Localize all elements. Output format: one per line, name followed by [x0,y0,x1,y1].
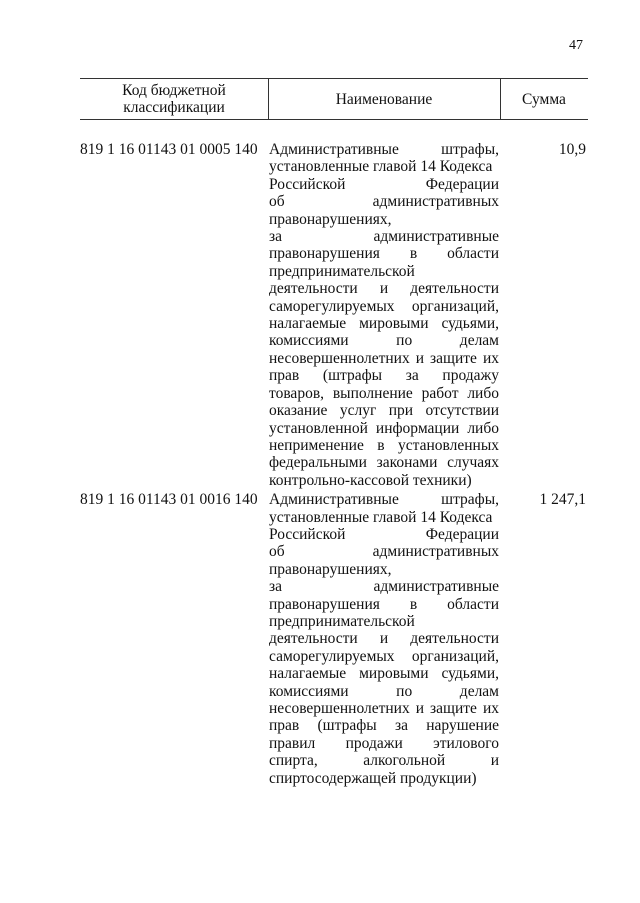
name-line: товаров, выполнение работ либо [269,384,499,402]
page-number: 47 [569,38,583,53]
name-line: предпринимательской [269,262,415,280]
name-line: установленные главой 14 Кодекса [269,158,493,176]
name-line: деятельности и деятельности [269,630,499,648]
name-line: установленной информации либо [269,419,499,437]
name-line: комиссиями по делам [269,682,499,700]
name-line: об административных [269,543,499,561]
name-line: правонарушения в области [269,595,499,613]
name-line: Российской Федерации [269,175,499,193]
name-line: Административные штрафы, [269,141,499,158]
name-line: об административных [269,193,499,211]
table-header [80,78,588,120]
name-line: налагаемые мировыми судьями, [269,665,499,683]
row-sum: 10,9 [558,141,586,158]
name-line: прав (штрафы за нарушение [269,717,499,735]
name-line: предпринимательской [269,612,415,630]
name-line: оказание услуг при отсутствии [269,402,499,420]
name-line: саморегулируемых организаций, [269,297,499,315]
header-sum: Сумма [522,90,566,108]
name-line: правонарушениях, [269,210,392,228]
name-line: за административные [269,228,499,246]
name-line: налагаемые мировыми судьями, [269,315,499,333]
name-line: федеральными законами случаях [269,454,499,472]
row-code: 819 1 16 01143 01 0005 140 [80,141,258,158]
name-line: правонарушениях, [269,560,392,578]
name-line: правил продажи этилового [269,734,499,752]
name-line: спиртосодержащей продукции) [269,769,477,787]
header-code: Код бюджетной классификации [122,82,226,116]
name-line: Российской Федерации [269,525,499,543]
name-line: Административные штрафы, [269,491,499,509]
name-line: спирта, алкогольной и [269,752,499,770]
name-line: установленные главой 14 Кодекса [269,508,493,526]
row-code: 819 1 16 01143 01 0016 140 [80,491,258,509]
name-line: комиссиями по делам [269,332,499,350]
table-row [80,491,588,787]
name-line: несовершеннолетних и защите их [269,349,499,367]
row-name [269,141,499,489]
table-row [80,141,588,489]
name-line: правонарушения в области [269,245,499,263]
name-line: контрольно-кассовой техники) [269,471,472,489]
name-line: несовершеннолетних и защите их [269,700,499,717]
name-line: неприменение в установленных [269,436,499,454]
name-line: прав (штрафы за продажу [269,367,499,385]
name-line: саморегулируемых организаций, [269,647,499,665]
table-body [80,141,588,789]
header-name: Наименование [335,90,433,108]
name-line: деятельности и деятельности [269,280,499,298]
name-line: за административные [269,578,499,596]
row-sum: 1 247,1 [539,491,586,509]
row-name [269,491,499,787]
